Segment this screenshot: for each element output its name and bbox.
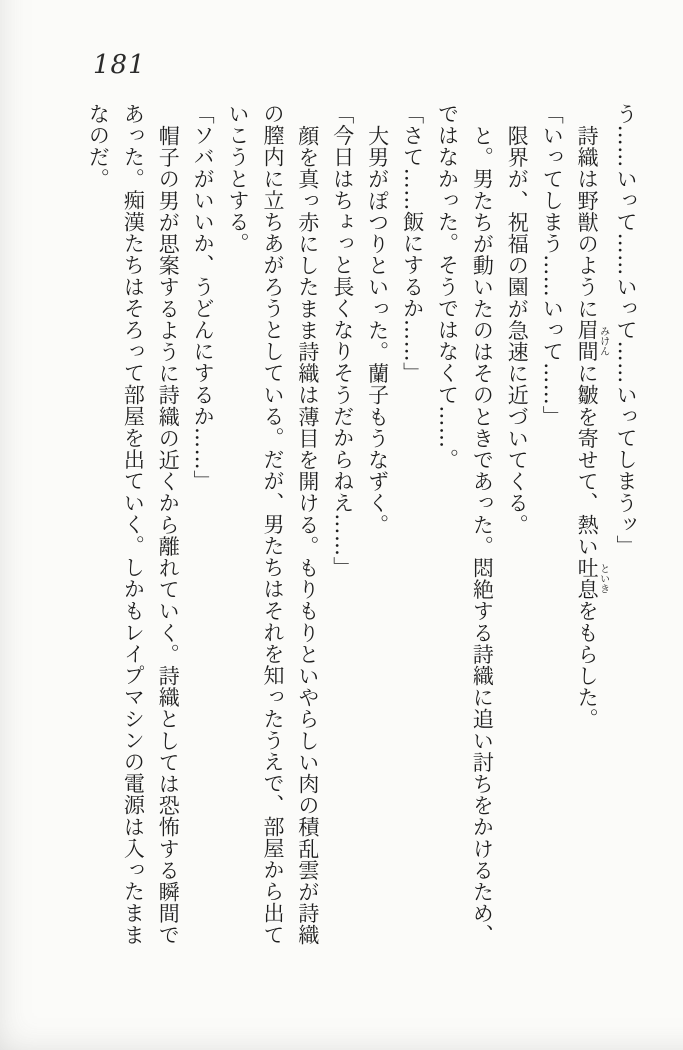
paragraph: 大男がぽつりといった。蘭子もうなずく。 — [365, 124, 390, 535]
paragraph: 帽子の男が思案するように詩織の近くから離れていく。詩織としては恐怖する瞬間であった。痴漢たちはそろって部屋を出ていく。しかもレイプマシンの電源は入ったままなのだ。 — [86, 103, 181, 946]
paragraph: 顔を真っ赤にしたまま詩織は薄目を開ける。もりもりといやらしい肉の積乱雲が詩織の膣内に立ちあがろうとしている。だが、男たちはそれを知ったうえで、部屋から出ていこうとする。 — [226, 103, 320, 946]
paragraph: 「さて……飯にするか……」 — [400, 103, 425, 384]
text-block — [83, 103, 643, 949]
paragraph: 詩織は野獣のように眉間みけんに皺を寄せて、熱い吐息といきをもらした。 — [575, 124, 609, 730]
paragraph: う……いって……いって……いってしまうッ」 — [614, 103, 638, 557]
paragraph: 「いってしまう……いって……」 — [540, 103, 565, 427]
paragraph: と。男たちが動いたのはそのときであった。悶絶する詩織に追い討ちをかけるため、ではなかった。そうではなくて……。 — [435, 103, 495, 946]
paragraph: 限界が、祝福の園が急速に近づいてくる。 — [505, 124, 530, 535]
ruby-annotation: 吐息といき — [575, 556, 609, 600]
paragraph: 「ソバがいいか、うどんにするか……」 — [191, 103, 216, 492]
ruby-annotation: 眉間みけん — [575, 319, 609, 363]
page-number: 181 — [93, 50, 146, 80]
paragraph: 「今日はちょっと長くなりそうだからねえ……」 — [330, 103, 355, 579]
